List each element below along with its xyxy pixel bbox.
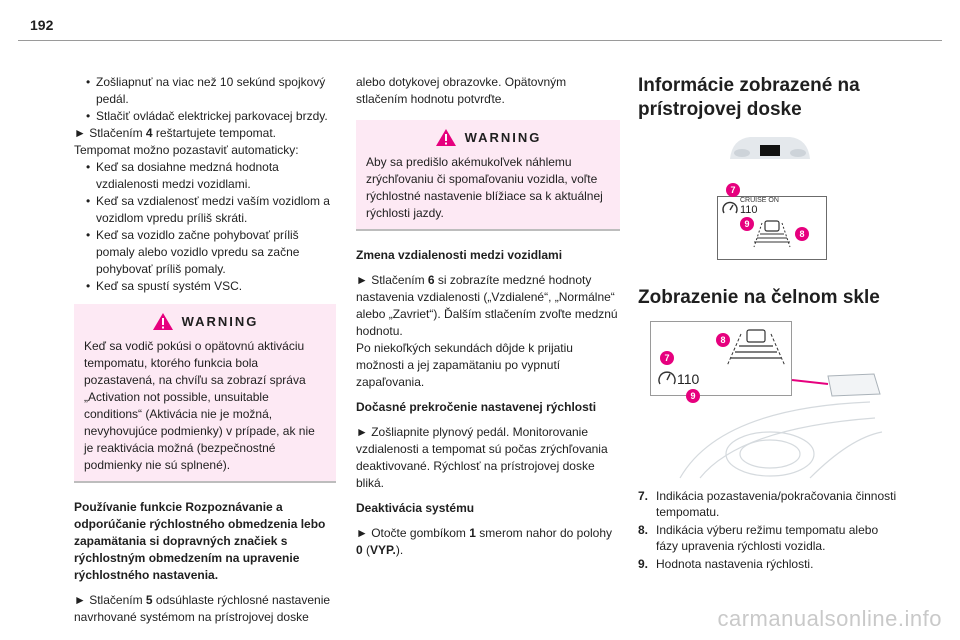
auto-pause-intro: Tempomat možno pozastaviť automaticky: — [74, 143, 299, 157]
list-item: • Keď sa spustí systém VSC. — [74, 278, 336, 295]
callout-8: 8 — [795, 227, 809, 241]
list-item: • Stlačiť ovládač elektrickej parkovacej brzdy. — [74, 108, 336, 125]
heading-distance: Zmena vzdialenosti medzi vozidlami — [356, 248, 563, 262]
legend — [638, 488, 900, 574]
cruise-on-label: CRUISE ON — [740, 197, 779, 204]
hud-speed-value: 110 — [677, 371, 700, 387]
cruise-control-icon — [721, 201, 739, 215]
title-hud: Zobrazenie na čelnom skle — [638, 287, 880, 308]
vehicle-distance-icon — [725, 328, 787, 368]
legend-item: 9. Hodnota nastavenia rýchlosti. — [638, 557, 814, 571]
callout-9: 9 — [686, 389, 700, 403]
list-item: • Keď sa dosiahne medzná hodnota vzdialenosti medzi vozidlami. — [74, 159, 336, 193]
legend-item: 7. Indikácia pozastavenia/pokračovania činnosti tempomatu. — [638, 489, 897, 519]
continuation-text: alebo dotykovej obrazovke. Opätovným stlačením hodnotu potvrďte. — [356, 75, 567, 106]
legend-item: 8. Indikácia výberu režimu tempomatu alebo fázy upravenia rýchlosti vozidla. — [638, 523, 879, 553]
dashboard-sketch — [660, 368, 890, 480]
warning-text: Keď sa vodič pokúsi o opätovnú aktiváciu tempomatu, ktorého funkcia bola pozastavená, na chvíľu sa zobrazí správa „Activation not possible, unsuitable conditions“ (Aktivácia nie je možná, nevyhovujúce podmienky) v prípade, ak nie je reaktivácia možná (bezpečnostné podmienky nie sú splnené). — [84, 339, 315, 472]
section-heading: Používanie funkcie Rozpoznávanie a odporúčanie rýchlostného obmedzenia lebo zapamätania si dopravných značiek s rýchlostným obmedzením na upravenie rýchlostného nastavenia. — [74, 500, 326, 582]
warning-text: Aby sa predišlo akémukoľvek náhlemu zrýchľovaniu či spomaľovaniu vozidla, voľte rýchlostné nastavenie blížiace sa k aktuálnej rýchlosti jazdy. — [366, 155, 603, 220]
restart-instruction: ► Stlačením 4 reštartujete tempomat. — [74, 126, 276, 140]
header-divider — [18, 40, 942, 41]
list-item: • Zošliapnuť na viac než 10 sekúnd spojkový pedál. — [74, 74, 336, 108]
watermark: carmanualsonline.info — [717, 606, 942, 631]
callout-7: 7 — [726, 183, 740, 197]
title-instrument-panel: Informácie zobrazené na prístrojovej doske — [638, 75, 860, 120]
warning-title: WARNING — [181, 313, 259, 329]
list-item: • Keď sa vzdialenosť medzi vaším vozidlom a vozidlom vpredu príliš skráti. — [74, 193, 336, 227]
warning-icon — [152, 312, 174, 331]
vehicle-distance-icon — [752, 219, 792, 249]
warning-box — [74, 304, 336, 483]
deactivate-instruction: ► Otočte gombíkom 1 smerom nahor do polohy 0 (VYP.). — [356, 526, 613, 557]
warning-icon — [435, 128, 457, 147]
list-item: • Keď sa vozidlo začne pohybovať príliš pomaly alebo vozidlo vpredu sa začne pohybovať príliš pomaly. — [74, 227, 336, 278]
warning-box — [356, 120, 620, 231]
column-3 — [638, 74, 900, 122]
set-speed-value: 110 — [740, 204, 758, 216]
callout-7: 7 — [660, 351, 674, 365]
distance-note: Po niekoľkých sekundách dôjde k prijatiu možnosti a jej zapamätaniu po vypnutí zapaľovania. — [356, 341, 573, 389]
distance-instruction: ► Stlačením 6 si zobrazíte medzné hodnoty nastavenia vzdialenosti („Vzdialené“, „Normálne“ alebo „Zavriet“). Ďalším stlačením zvoľte medznú hodnotu. — [356, 273, 618, 338]
warning-title: WARNING — [464, 129, 542, 145]
instrument-cluster-icon — [726, 131, 814, 167]
column-2 — [356, 74, 620, 559]
exceed-text: ► Zošliapnite plynový pedál. Monitorovanie vzdialenosti a tempomat sú počas zrýchľovania deaktivované. Rýchlosť na prístrojovej doske bliká. — [356, 425, 608, 490]
cluster-display — [717, 196, 827, 260]
heading-exceed: Dočasné prekročenie nastavenej rýchlosti — [356, 400, 597, 414]
callout-9: 9 — [740, 217, 754, 231]
heading-deactivate: Deaktivácia systému — [356, 501, 475, 515]
press5-instruction: ► Stlačením 5 odsúhlaste rýchlosné nastavenie navrhované systémom na prístrojovej doske — [74, 593, 331, 624]
callout-8: 8 — [716, 333, 730, 347]
page-number: 192 — [30, 17, 54, 33]
column-1 — [74, 74, 336, 626]
